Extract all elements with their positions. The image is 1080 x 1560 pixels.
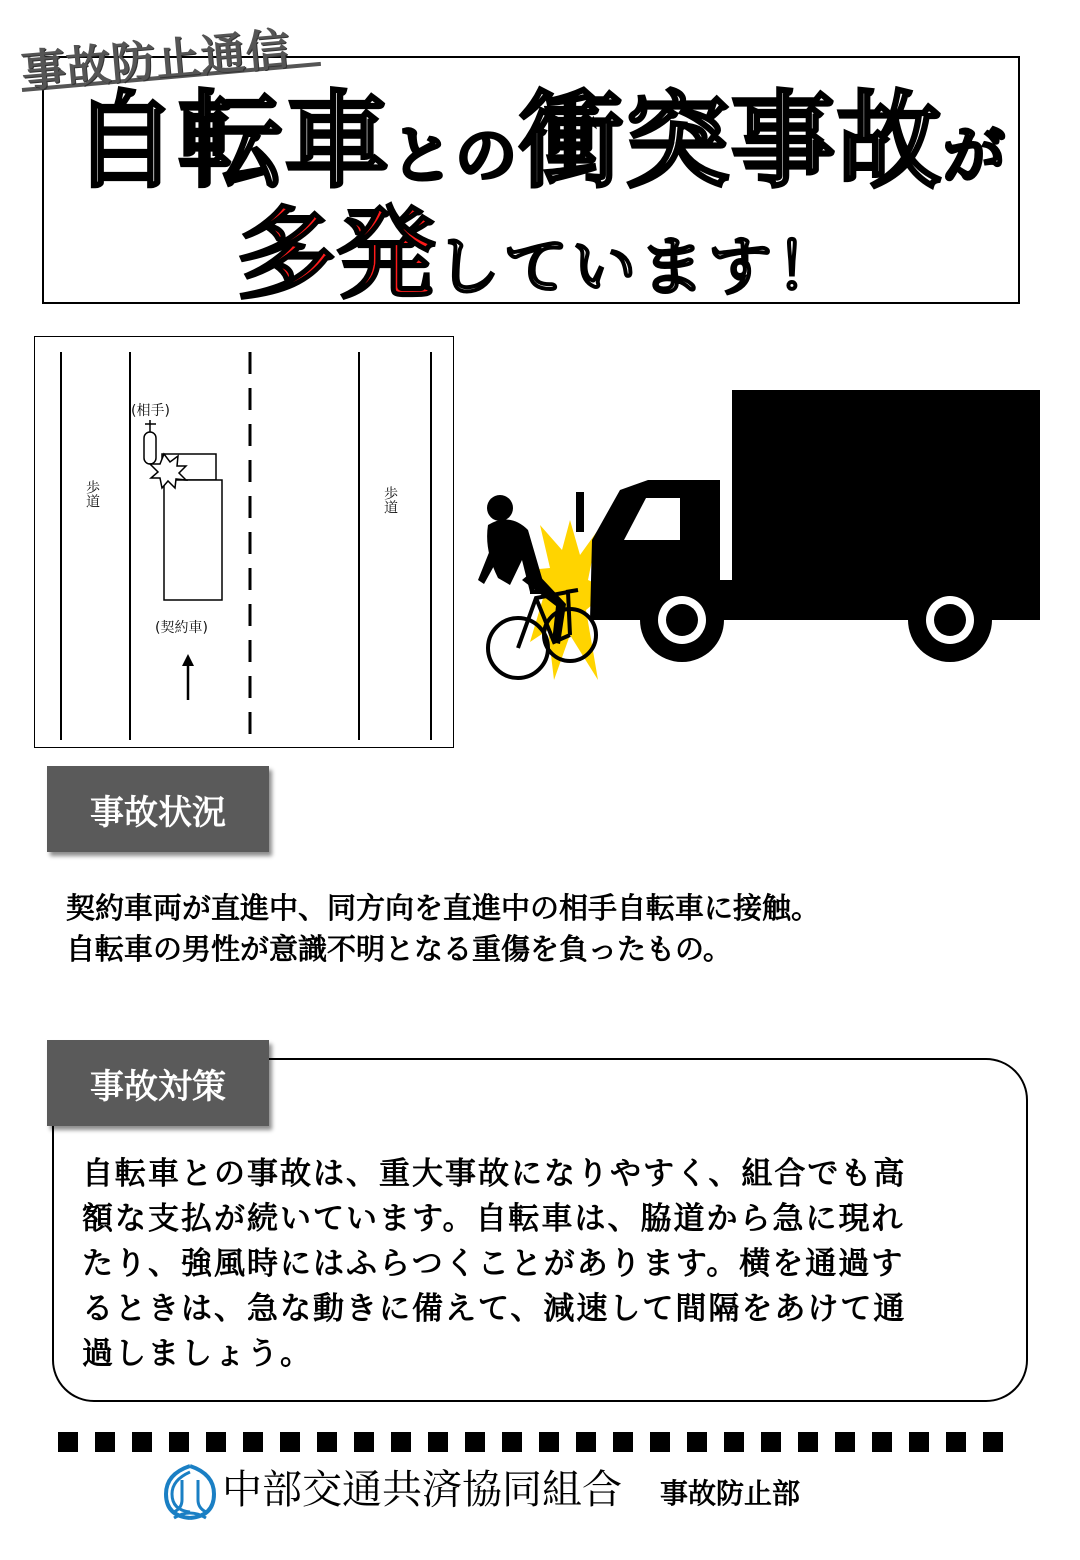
organization-name: 中部交通共済協同組合 xyxy=(222,1467,622,1513)
truck-bicycle-collision-illustration xyxy=(470,380,1050,710)
footer-dashed-divider xyxy=(58,1432,1022,1454)
headline-line-2 xyxy=(0,196,1080,339)
section-heading-situation: 事故状況 xyxy=(47,766,269,852)
label-opponent: (相手) xyxy=(131,403,170,419)
truck-mirror xyxy=(576,492,584,532)
section-heading-countermeasure: 事故対策 xyxy=(47,1040,269,1126)
headline-ga: が xyxy=(943,119,1008,192)
situation-line-1: 契約車両が直進中、同方向を直進中の相手自転車に接触。 xyxy=(66,891,821,925)
countermeasure-line-1: 自転車との事故は、重大事故になりやすく、組合でも高 xyxy=(82,1156,907,1192)
label-sidewalk-left: 歩道 xyxy=(84,480,100,508)
headline-collision: 衝突事故 xyxy=(519,80,944,202)
situation-text xyxy=(66,888,986,970)
department-name: 事故防止部 xyxy=(660,1477,801,1510)
headline-frequent: 多発 xyxy=(236,196,436,313)
countermeasure-line-2: 額な支払が続いています。自転車は、脇道から急に現れ xyxy=(82,1201,905,1237)
label-sidewalk-right: 歩道 xyxy=(382,486,398,514)
countermeasure-text xyxy=(82,1152,992,1377)
countermeasure-line-5: 過しましょう。 xyxy=(82,1336,313,1372)
tagline: 事故防止通信 xyxy=(19,23,293,99)
situation-line-2: 自転車の男性が意識不明となる重傷を負ったもの。 xyxy=(66,932,732,966)
bicycle-icon xyxy=(144,432,156,464)
countermeasure-line-3: たり、強風時にはふらつくことがあります。横を通過す xyxy=(82,1246,905,1282)
countermeasure-line-4: るときは、急な動きに備えて、減速して間隔をあけて通 xyxy=(82,1291,907,1327)
truck-body-shape xyxy=(164,480,222,600)
accident-diagram xyxy=(34,336,454,748)
headline-bicycle: 自転車 xyxy=(72,80,391,202)
label-contract-car: (契約車) xyxy=(155,620,208,636)
organization-logo-icon xyxy=(160,1460,220,1524)
headline-rest: しています！ xyxy=(436,231,844,305)
headline-to: との xyxy=(390,119,519,192)
truck-cargo-icon xyxy=(732,390,1040,578)
headline-line-1 xyxy=(0,80,1080,211)
